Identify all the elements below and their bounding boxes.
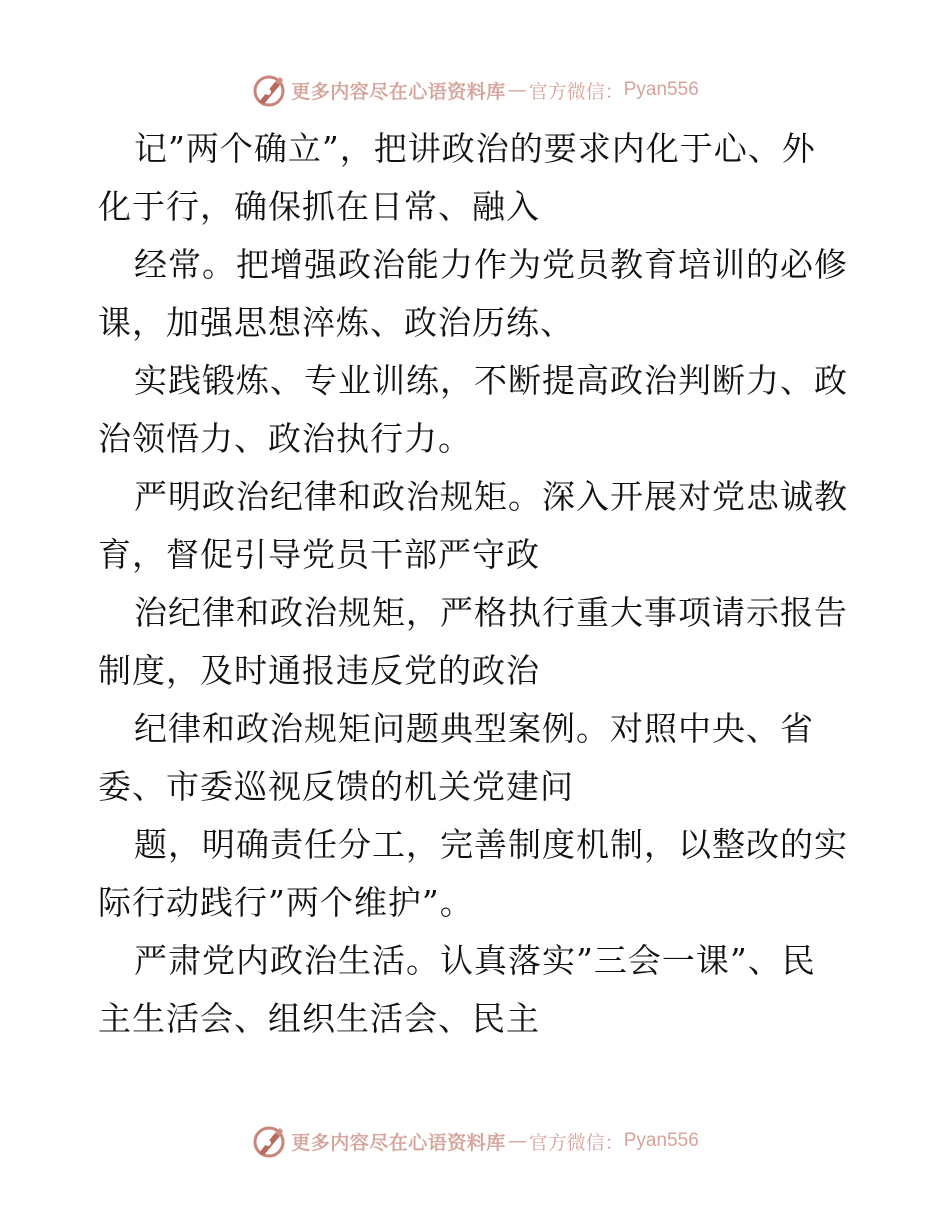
header-watermark bbox=[0, 70, 950, 110]
watermark-wechat-label: 官方微信： bbox=[528, 80, 624, 103]
watermark-wechat-id: Pyan556 bbox=[623, 79, 699, 100]
text-line: 育，督促引导党员干部严守政 bbox=[98, 535, 540, 574]
text-line: 委、市委巡视反馈的机关党建问 bbox=[98, 767, 574, 806]
text-line: 课，加强思想淬炼、政治历练、 bbox=[98, 303, 574, 342]
text-line: 化于行，确保抓在日常、融入 bbox=[98, 187, 540, 226]
text-line: 治领悟力、政治执行力。 bbox=[98, 419, 472, 458]
text-line: 题，明确责任分工，完善制度机制，以整改的实 bbox=[134, 825, 848, 864]
watermark-site-text: 更多内容尽在心语资料库 bbox=[291, 80, 506, 103]
pen-logo-icon bbox=[251, 72, 287, 108]
footer-watermark bbox=[0, 1121, 950, 1161]
text-line: 治纪律和政治规矩，严格执行重大事项请示报告 bbox=[134, 593, 848, 632]
text-line: 际行动践行”两个维护”。 bbox=[98, 883, 474, 922]
text-line: 实践锻炼、专业训练，不断提高政治判断力、政 bbox=[134, 361, 848, 400]
text-line: 严肃党内政治生活。认真落实”三会一课”、民 bbox=[134, 941, 816, 980]
text-line: 严明政治纪律和政治规矩。深入开展对党忠诚教 bbox=[134, 477, 848, 516]
watermark-site-text: 更多内容尽在心语资料库 bbox=[291, 1131, 506, 1154]
watermark-dash: — bbox=[507, 79, 527, 101]
watermark-wechat-id: Pyan556 bbox=[623, 1130, 699, 1151]
watermark-wechat-label: 官方微信： bbox=[528, 1131, 624, 1154]
text-line: 经常。把增强政治能力作为党员教育培训的必修 bbox=[134, 245, 848, 284]
watermark-dash: — bbox=[507, 1130, 527, 1152]
text-line: 主生活会、组织生活会、民主 bbox=[98, 999, 540, 1038]
pen-logo-icon bbox=[251, 1123, 287, 1159]
text-line: 记”两个确立”，把讲政治的要求内化于心、外 bbox=[134, 129, 816, 168]
document-body bbox=[98, 120, 858, 1048]
text-line: 纪律和政治规矩问题典型案例。对照中央、省 bbox=[134, 709, 814, 748]
text-line: 制度，及时通报违反党的政治 bbox=[98, 651, 540, 690]
